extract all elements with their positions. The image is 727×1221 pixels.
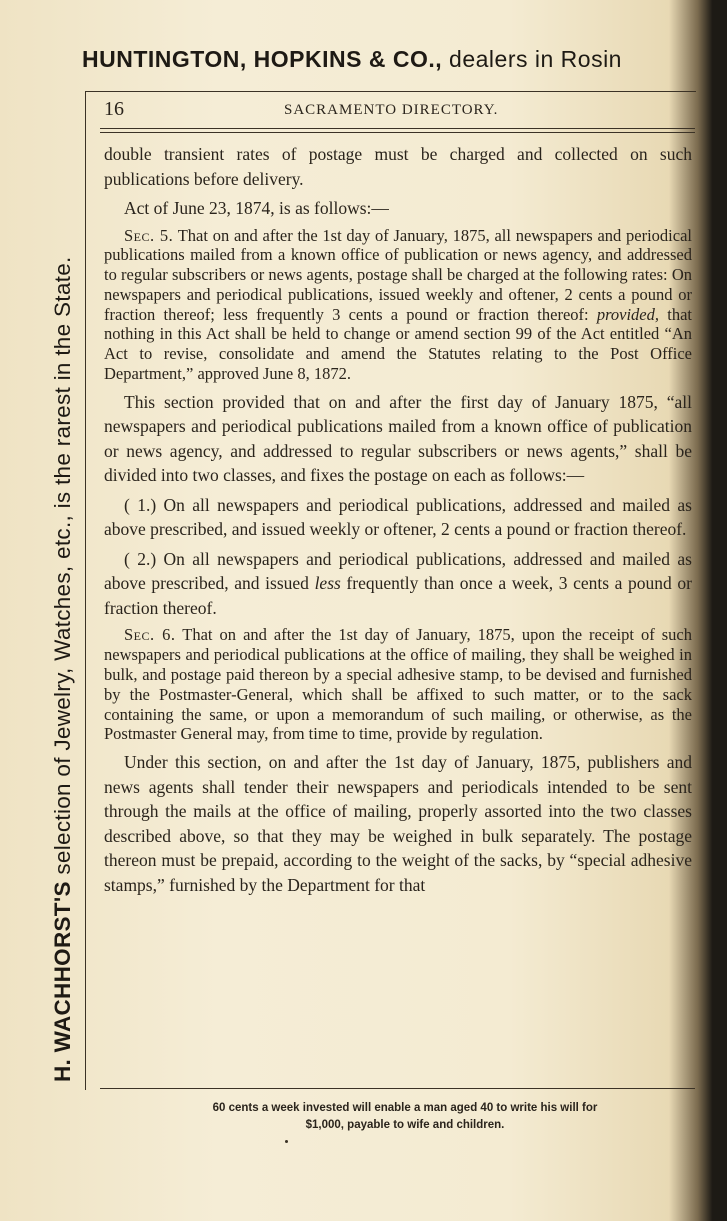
top-ad-text: dealers in Rosin [442, 46, 622, 72]
header-rule [100, 128, 695, 129]
paragraph-publishers: Under this section, on and after the 1st day of January, 1875, publishers and news agents shall tender their newspapers and periodicals intended to be sent through the mails at the office of mailing, properly assorted into the two classes described above, so that they may be weighed in bulk separately. The postage thereon must be prepaid, according to the weight of the sacks, by “special adhesive stamps,” furnished by the Department for that [104, 752, 692, 895]
class-2-body-b: frequently than once a week, 3 cents a pound or fraction thereof. [104, 573, 692, 618]
class-2-item [104, 547, 692, 621]
side-ad-firm: H. WACHHORST'S [50, 881, 75, 1082]
section-6-text [104, 625, 692, 744]
paragraph-transient-rates: double transient rates of postage must be charged and collected on such publications before delivery. [104, 144, 692, 189]
page-header [104, 98, 694, 128]
footer-line-1: 60 cents a week invested will enable a man aged 40 to write his will for [212, 1102, 598, 1114]
header-rule-second [100, 132, 695, 133]
section-5-body-a: That on and after the 1st day of January, 1875, all newspapers and periodical publications mailed from a known office of publication or news agency, and addressed to regular subscribers or news agents, postage shall be charged at the following rates: On newspapers and periodical publications, issued weekly and oftener, 2 cents a pound or fraction thereof; less frequently 3 cents a pound or fraction thereof: [104, 225, 692, 324]
class-1-item: ( 1.) On all newspapers and periodical publications, addressed and mailed as above prescribed, and issued weekly or oftener, 2 cents a pound or fraction thereof. [104, 494, 692, 540]
top-advertisement [82, 46, 722, 82]
section-6-body: That on and after the 1st day of January, 1875, upon the receipt of such newspapers and periodical publications at the office of mailing, they shall be weighed in bulk, and postage paid thereon by a special adhesive stamp, to be devised and furnished by the Postmaster-General, which shall be affixed to such matter, or to the sack containing the same, or upon a memorandum of such mailing, or otherwise, as the Postmaster General may, from time to time, provide by regulation. [104, 625, 692, 744]
running-title: SACRAMENTO DIRECTORY. [284, 102, 499, 118]
section-5-label: Sec. 5. [124, 225, 174, 245]
footer-ornament-dot [285, 1140, 288, 1143]
top-ad-firm: HUNTINGTON, HOPKINS & CO., [82, 46, 443, 72]
section-6-label: Sec. 6. [124, 625, 176, 645]
footer-advertisement [110, 1100, 700, 1134]
side-ad-text: selection of Jewelry, Watches, etc., is the rarest in the State. [50, 256, 75, 882]
paragraph-section-explanation: This section provided that on and after the first day of January 1875, “all newspapers and periodical publications mailed from a known office of publication or news agency, and addressed to regular subscribers or news agents,” shall be divided into two classes, and fixes the postage on each as follows:— [104, 391, 692, 486]
page-number: 16 [104, 98, 124, 120]
section-5-proviso: provided, [596, 304, 660, 324]
footer-rule [100, 1088, 695, 1089]
section-5-text [104, 226, 692, 384]
footer-line-2: $1,000, payable to wife and children. [305, 1119, 505, 1131]
section-5-body-b: that nothing in this Act shall be held to change or amend section 99 of the Act entitled “An Act to revise, consolidate and amend the Statutes relating to the Post Office Department,” approved June 8, 1872. [104, 304, 692, 384]
side-advertisement [50, 102, 84, 1082]
paragraph-act-intro: Act of June 23, 1874, is as follows:— [124, 198, 389, 218]
class-2-body-a: ( 2.) On all newspapers and periodical publications, addressed and mailed as above prescribed, and issued [104, 548, 692, 594]
class-2-italic: less [314, 573, 341, 594]
page-body [104, 142, 692, 1086]
